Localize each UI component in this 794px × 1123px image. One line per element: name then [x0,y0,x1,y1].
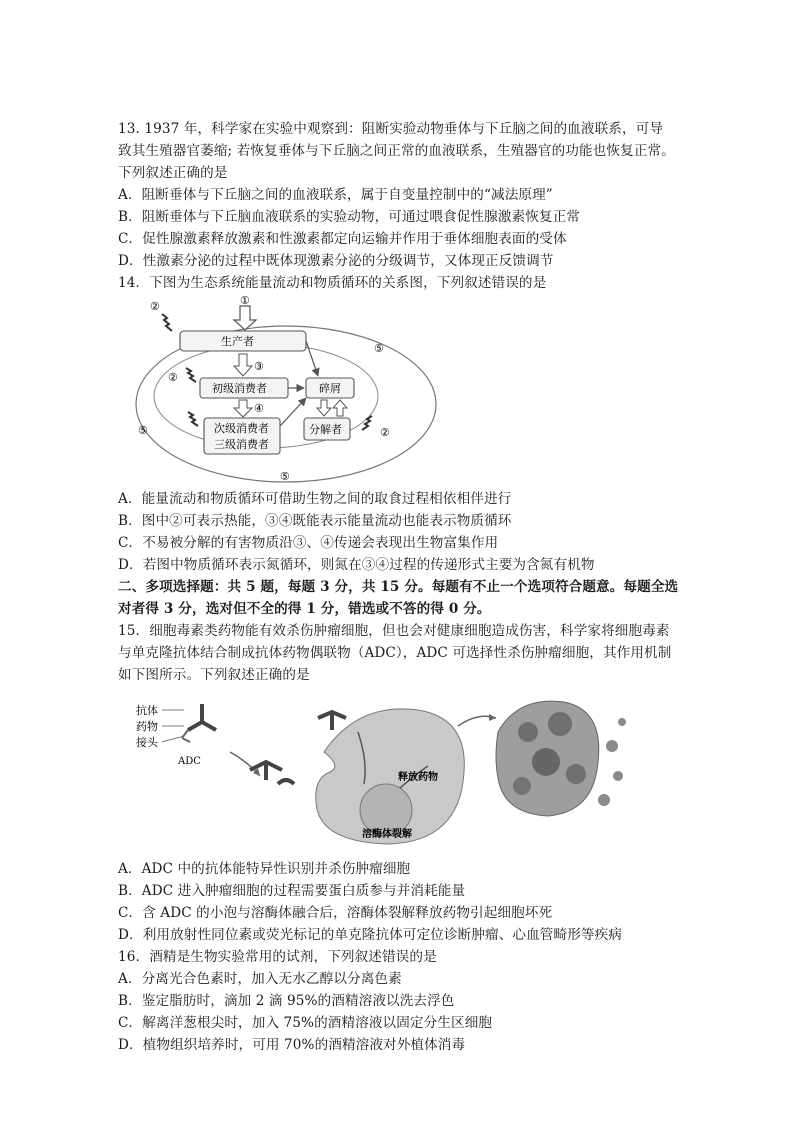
heat-arrow-decomposer [362,416,372,430]
q13-option-c: C．促性腺激素释放激素和性激素都定向运输并作用于垂体细胞表面的受体 [118,231,567,247]
drug-label: 药物 [136,720,158,733]
marker-2-right: ② [380,426,390,439]
heat-arrow-higher [188,412,198,426]
adc-label: ADC [178,756,201,767]
secondary-consumer-label: 次级消费者 [214,422,269,435]
release-drug-label: 释放药物 [398,772,438,783]
question-14 [118,272,688,576]
adc-mechanism-figure [118,692,678,852]
marker-2-top: ② [150,300,160,313]
decomposer-to-detritus-arrow [333,400,347,416]
marker-5-right: ⑤ [374,342,384,355]
q14-option-d: D．若图中物质循环表示氮循环，则氮在③④过程的传递形式主要为含氮有机物 [118,557,595,573]
ecosystem-diagram [118,296,678,484]
arrow-3 [234,354,252,376]
q16-option-d: D．植物组织培养时，可用 70%的酒精溶液对外植体消毒 [118,1037,466,1053]
q15-stem-line: 与单克隆抗体结合制成抗体药物偶联物（ADC），ADC 可选择性杀伤肿瘤细胞，其作用机制 [118,645,672,661]
marker-1: ① [240,296,250,307]
heat-arrow-producer [162,314,172,331]
producer-to-detritus-arrow [306,341,318,376]
q16-option-b: B．鉴定脂肪时，滴加 2 滴 95%的酒精溶液以洗去浮色 [118,993,455,1009]
marker-5-bottom: ⑤ [280,470,290,483]
q16-stem: 16．酒精是生物实验常用的试剂，下列叙述错误的是 [118,949,437,965]
section-2-line: 二、多项选择题：共 5 题，每题 3 分，共 15 分。每题有不止一个选项符合题意。每题全选 [118,579,679,595]
producer-label: 生产者 [221,335,254,348]
q13-stem-line: 下列叙述正确的是 [118,165,228,181]
q14-stem: 14．下图为生态系统能量流动和物质循环的关系图，下列叙述错误的是 [118,275,547,291]
q13-option-a: A．阻断垂体与下丘脑之间的血液联系，属于自变量控制中的“减法原理” [118,187,553,203]
section-2-line: 对者得 3 分，选对但不全的得 1 分，错选或不答的得 0 分。 [118,601,491,617]
q15-option-c: C．含 ADC 的小泡与溶酶体融合后，溶酶体裂解释放药物引起细胞坏死 [118,905,553,921]
q15-option-a: A．ADC 中的抗体能特异性识别并杀伤肿瘤细胞 [118,861,411,877]
death-arrowhead [489,714,496,721]
detritus-label: 碎屑 [319,382,341,395]
decomposer-label: 分解者 [309,423,342,436]
lysosome-lysis-label: 溶酶体裂解 [362,829,412,840]
marker-5-left: ⑤ [138,424,148,437]
q16-option-c: C．解离洋葱根尖时，加入 75%的酒精溶液以固定分生区细胞 [118,1015,493,1031]
primary-consumer-label: 初级消费者 [212,382,267,395]
adc-molecule [182,704,216,742]
question-15 [118,620,688,946]
adc-mechanism-svg [118,692,678,852]
arrow-4 [234,400,252,417]
q15-option-d: D．利用放射性同位素或荧光标记的单克隆抗体可定位诊断肿瘤、心血管畸形等疾病 [118,927,622,943]
question-16 [118,946,688,1056]
q16-option-a: A．分离光合色素时，加入无水乙醇以分离色素 [118,971,402,987]
detritus-to-decomposer-arrow [317,400,331,416]
sunlight-arrow [234,306,256,330]
ecosystem-diagram-svg [118,296,678,484]
exam-page [118,118,688,1056]
q14-option-b: B．图中②可表示热能，③④既能表示能量流动也能表示物质循环 [118,513,512,529]
question-13 [118,118,688,272]
heat-arrow-primary [186,368,196,382]
tertiary-consumer-label: 三级消费者 [214,438,269,451]
dying-cell [496,701,626,816]
q14-option-c: C．不易被分解的有害物质沿③、④传递会表现出生物富集作用 [118,535,499,551]
higher-to-detritus-arrow [280,398,306,426]
q15-stem-line: 15．细胞毒素类药物能有效杀伤肿瘤细胞，但也会对健康细胞造成伤害，科学家将细胞毒素 [118,623,670,639]
marker-3: ③ [254,360,264,373]
antibody-label: 抗体 [136,704,158,717]
linker-pointer [162,736,184,742]
q15-stem-line: 如下图所示。下列叙述正确的是 [118,667,310,683]
q14-option-a: A．能量流动和物质循环可借助生物之间的取食过程相依相伴进行 [118,491,512,507]
q13-option-b: B．阻断垂体与下丘脑血液联系的实验动物，可通过喂食促性腺激素恢复正常 [118,209,580,225]
q13-stem-line: 13. 1937 年，科学家在实验中观察到：阻断实验动物垂体与下丘脑之间的血液联系，可导 [118,121,664,137]
q15-option-b: B．ADC 进入肿瘤细胞的过程需要蛋白质参与并消耗能量 [118,883,466,899]
marker-4: ④ [254,402,264,415]
linker-label: 接头 [136,736,158,749]
section-2-header [118,576,688,620]
marker-2-left: ② [168,371,178,384]
q13-stem-line: 致其生殖器官萎缩; 若恢复垂体与下丘脑之间正常的血液联系，生殖器官的功能也恢复正常。 [118,143,675,159]
q13-option-d: D．性激素分泌的过程中既体现激素分泌的分级调节，又体现正反馈调节 [118,253,554,269]
internalized-adc [318,712,346,730]
